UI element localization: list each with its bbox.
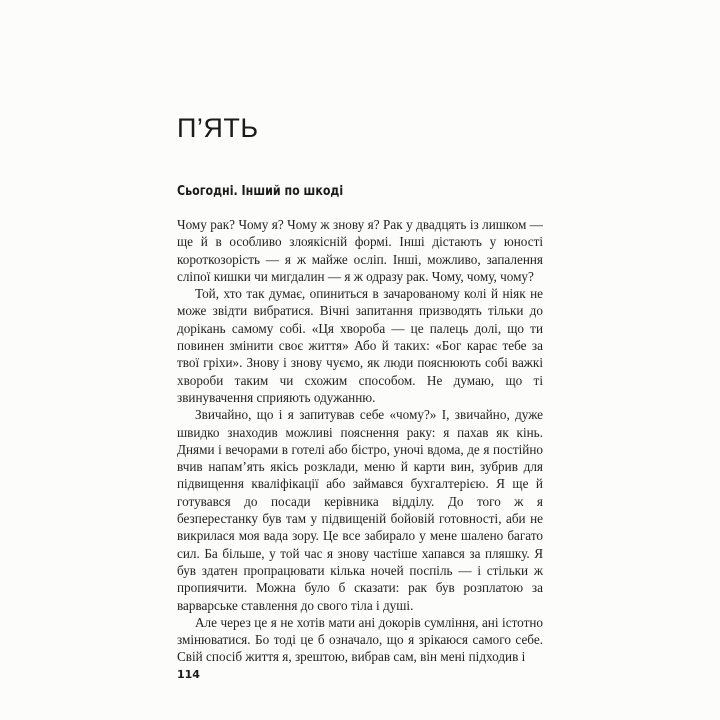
section-heading: Сьогодні. Інший по шкоді (177, 183, 344, 199)
paragraph: Але через це я не хотів мати ані докорів сумління, ані істотно змінюватися. Бо тоді це б означало, що я зрікаюся самого себе. Свій спосіб життя я, зрештою, вибрав сам, він мені підходив і (177, 614, 543, 665)
page-number: 114 (177, 668, 200, 681)
body-text (177, 216, 543, 666)
paragraph: Чому рак? Чому я? Чому ж знову я? Рак у двадцять із лишком — ще й в особливо злоякісній формі. Інші дістають у юності короткозорість — я ж майже осліп. Інші, можливо, запалення сліпої кишки чи мигдалин — я ж одразу рак. Чому, чому, чому? (177, 217, 543, 284)
paragraph: Той, хто так думає, опиниться в зачарованому колі й ніяк не може звідти вибратися. Вічні запитання призводять тільки до дорікань самому собі. «Ця хвороба — це палець долі, що ти повинен змінити своє життя» Або й таких: «Бог карає тебе за твої гріхи». Знову і знову чуємо, як люди пояснюють собі важкі хвороби таким чи схожим способом. Не думаю, що ті звинувачення сприяють одужанню. (177, 286, 543, 405)
paragraph: Звичайно, що і я запитував себе «чому?» І, звичайно, дуже швидко знаходив можливі пояснення раку: я пахав як кінь. Днями і вечорами в готелі або бістро, уночі вдома, де я постійно вчив напам’ять якісь розклади, меню й карти вин, зубрив для підвищення кваліфікації або займався бухгалтерією. Я ще й готувався до посади керівника відділу. До того ж я безперестанку був там у підвищеній бойовій готовності, аби не викрилася моя вада зору. Це все забирало у мене шалено багато сил. Ба більше, у той час я знову частіше хапався за пляшку. Я був здатен пропрацювати кілька ночей поспіль — і стільки ж пропиячити. Можна було б сказати: рак був розплатою за варварське ставлення до свого тіла і душі. (177, 407, 543, 613)
chapter-title: П’ЯТЬ (177, 113, 259, 143)
